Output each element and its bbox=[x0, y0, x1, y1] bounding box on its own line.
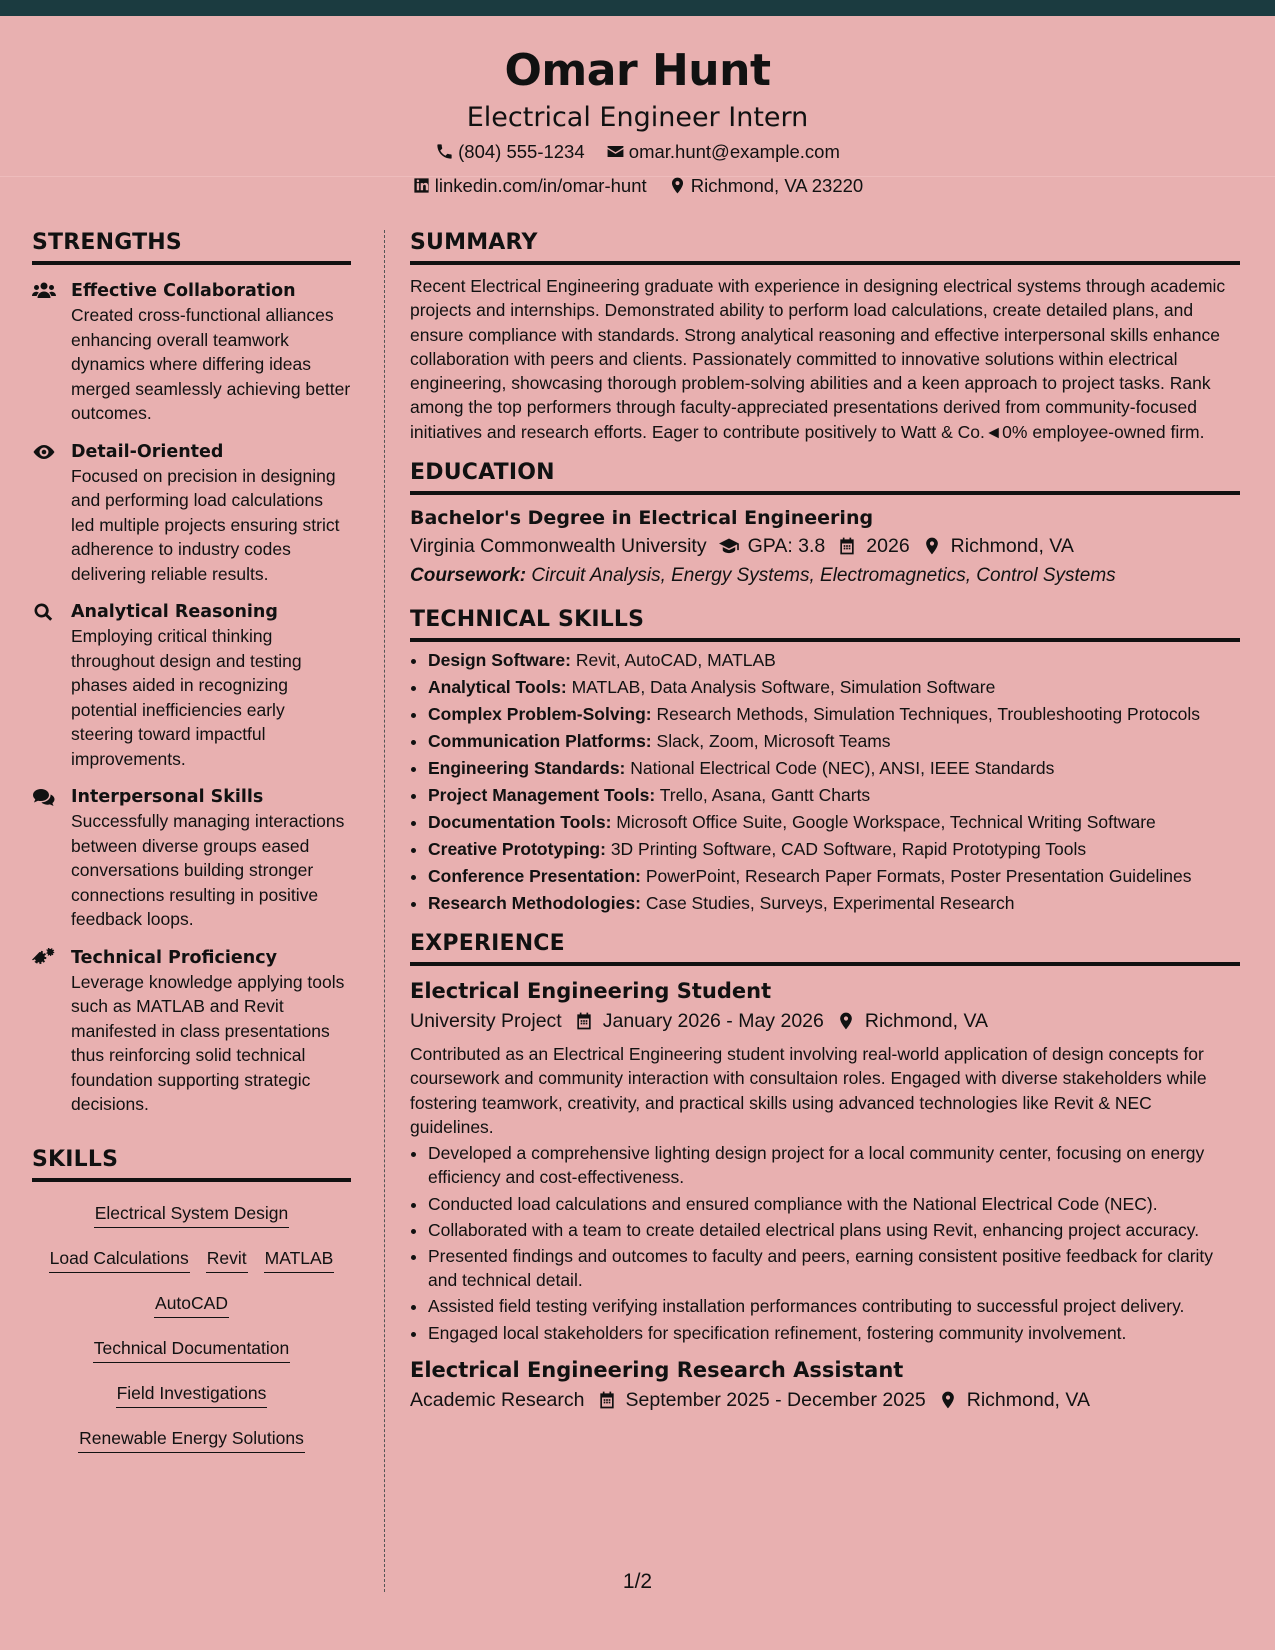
list-item bbox=[428, 810, 1240, 834]
list-item: • Assisted field testing verifying installation performances contributing to successful project delivery. bbox=[428, 1294, 1240, 1318]
list-item bbox=[428, 702, 1240, 726]
list-item bbox=[428, 729, 1240, 753]
coursework-label: Coursework: bbox=[410, 565, 527, 587]
strength-description: Successfully managing interactions between diverse groups eased conversations building stronger connections resulting in positive feedback loops. bbox=[71, 811, 345, 929]
top-accent-bar bbox=[0, 0, 1275, 16]
summary-text: Recent Electrical Engineering graduate with experience in designing electrical systems through academic projects and internships. Demonstrated ability to perform load calculations, create detailed plans, and ensure compliance with standards. Strong analytical reasoning and effective interpersonal skills enhance collaboration with peers and clients. Passionately committed to innovative solutions within electrical engineering, showcasing thorough problem-solving abilities and a keen approach to project tasks. Rank among the top performers through faculty-appreciated presentations derived from community-focused initiatives and research efforts. Eager to contribute positively to Watt & Co.◄0% employee-owned firm. bbox=[410, 276, 1226, 442]
skill-value: 3D Printing Software, CAD Software, Rapid Prototyping Tools bbox=[610, 839, 1087, 860]
skill-chip: MATLAB bbox=[264, 1246, 335, 1273]
strength-title: Detail-Oriented bbox=[71, 441, 224, 462]
list-item bbox=[428, 891, 1240, 915]
list-item bbox=[428, 837, 1240, 861]
job-bullets bbox=[410, 1141, 1240, 1345]
location-text: Richmond, VA 23220 bbox=[690, 175, 864, 196]
skill-label: Complex Problem-Solving: bbox=[428, 704, 652, 725]
job-meta bbox=[410, 1385, 1240, 1415]
skill-chip: Load Calculations bbox=[49, 1246, 190, 1273]
strength-item bbox=[32, 440, 351, 587]
skill-value: Research Methods, Simulation Techniques, Troubleshooting Protocols bbox=[656, 704, 1200, 725]
gpa: GPA: 3.8 bbox=[747, 535, 826, 558]
job-org: Academic Research bbox=[410, 1388, 585, 1411]
linkedin-icon bbox=[412, 176, 431, 195]
strength-title: Effective Collaboration bbox=[71, 281, 296, 301]
skill-value: MATLAB, Data Analysis Software, Simulation Software bbox=[571, 677, 996, 698]
phone-contact[interactable] bbox=[435, 136, 585, 167]
job-title: Electrical Engineering Student bbox=[410, 979, 772, 1004]
school-location: Richmond, VA bbox=[950, 535, 1074, 558]
list-item: • Developed a comprehensive lighting design project for a local community center, focusing on energy efficiency and cost-effectiveness. bbox=[428, 1141, 1240, 1189]
page-number: 1/2 bbox=[622, 1570, 653, 1593]
skill-row bbox=[32, 1192, 351, 1237]
linkedin-text: linkedin.com/in/omar-hunt bbox=[434, 175, 647, 196]
map-pin-icon bbox=[836, 1011, 856, 1031]
skill-chip: Technical Documentation bbox=[93, 1336, 291, 1363]
list-item: • Engaged local stakeholders for specification refinement, fostering community involvement. bbox=[428, 1321, 1240, 1345]
strength-title: Technical Proficiency bbox=[71, 947, 277, 968]
strengths-list bbox=[32, 279, 351, 1117]
email-text: omar.hunt@example.com bbox=[628, 141, 840, 162]
skill-label: Design Software: bbox=[428, 650, 571, 671]
education-heading: EDUCATION bbox=[410, 460, 1240, 495]
technical-skills-list bbox=[410, 648, 1240, 915]
resume-header bbox=[0, 16, 1275, 196]
calendar-icon bbox=[837, 536, 857, 556]
list-item bbox=[428, 783, 1240, 807]
skill-label: Research Methodologies: bbox=[428, 893, 641, 914]
skill-label: Engineering Standards: bbox=[428, 758, 626, 779]
strength-description: Focused on precision in designing and performing load calculations led multiple projects ensuring strict adherence to industry codes delivering reliable results. bbox=[71, 465, 340, 584]
strength-item bbox=[32, 785, 351, 932]
list-item bbox=[428, 648, 1240, 672]
envelope-icon bbox=[606, 142, 625, 161]
skill-value: National Electrical Code (NEC), ANSI, IEEE Standards bbox=[630, 758, 1055, 779]
education-meta bbox=[410, 531, 1240, 561]
coursework-list: Circuit Analysis, Energy Systems, Electromagnetics, Control Systems bbox=[531, 565, 1116, 587]
list-item: • Collaborated with a team to create detailed electrical plans using Revit, enhancing project accuracy. bbox=[428, 1218, 1240, 1242]
strength-description: Created cross-functional alliances enhancing overall teamwork dynamics where differing ideas merged seamlessly achieving better outcomes. bbox=[71, 305, 351, 423]
job-title: Electrical Engineering Research Assistant bbox=[410, 1357, 904, 1382]
strengths-heading: STRENGTHS bbox=[32, 230, 351, 265]
job-description: Contributed as an Electrical Engineering student involving real-world application of design concepts for coursework and community interaction with consultaion roles. Engaged with diverse stakeholders while fostering teamwork, creativity, and practical skills using advanced technologies like Revit & NEC guidelines. bbox=[410, 1044, 1207, 1137]
summary-section bbox=[410, 230, 1240, 444]
search-icon bbox=[32, 602, 56, 622]
location-contact bbox=[668, 170, 863, 201]
contact-line-1 bbox=[0, 136, 1275, 170]
education-section bbox=[410, 460, 1240, 591]
phone-text: (804) 555-1234 bbox=[458, 141, 585, 162]
job-org: University Project bbox=[410, 1010, 562, 1033]
skill-value: Slack, Zoom, Microsoft Teams bbox=[656, 731, 891, 752]
gears-icon bbox=[32, 948, 56, 968]
strength-item bbox=[32, 279, 351, 426]
graduation-cap-icon bbox=[719, 536, 739, 556]
skill-label: Project Management Tools: bbox=[428, 785, 656, 806]
linkedin-contact[interactable] bbox=[412, 170, 647, 201]
job-dates: January 2026 - May 2026 bbox=[602, 1010, 824, 1033]
skill-value: Trello, Asana, Gantt Charts bbox=[659, 785, 871, 806]
skill-chip: Renewable Energy Solutions bbox=[78, 1426, 305, 1453]
skill-chip: Revit bbox=[206, 1246, 248, 1273]
skill-value: Case Studies, Surveys, Experimental Research bbox=[645, 893, 1015, 914]
summary-heading: SUMMARY bbox=[410, 230, 1240, 265]
experience-heading: EXPERIENCE bbox=[410, 931, 1240, 966]
skill-row bbox=[32, 1282, 351, 1327]
skill-value: PowerPoint, Research Paper Formats, Poster Presentation Guidelines bbox=[645, 866, 1192, 887]
technical-skills-heading: TECHNICAL SKILLS bbox=[410, 607, 1240, 642]
strength-title: Analytical Reasoning bbox=[71, 602, 278, 622]
school-name: Virginia Commonwealth University bbox=[410, 535, 707, 558]
eye-icon bbox=[32, 442, 56, 462]
list-item: • Conducted load calculations and ensured compliance with the National Electrical Code (NEC). bbox=[428, 1192, 1240, 1216]
skill-value: Revit, AutoCAD, MATLAB bbox=[575, 650, 776, 671]
list-item bbox=[428, 756, 1240, 780]
map-pin-icon bbox=[938, 1390, 958, 1410]
list-item bbox=[428, 675, 1240, 699]
comments-icon bbox=[32, 787, 56, 807]
skill-value: Microsoft Office Suite, Google Workspace, Technical Writing Software bbox=[616, 812, 1156, 833]
calendar-icon bbox=[574, 1011, 594, 1031]
right-column bbox=[410, 230, 1240, 1415]
job-meta bbox=[410, 1006, 1240, 1036]
skill-label: Communication Platforms: bbox=[428, 731, 652, 752]
column-divider bbox=[384, 230, 385, 1592]
phone-icon bbox=[435, 142, 454, 161]
coursework bbox=[410, 561, 1240, 591]
skill-label: Conference Presentation: bbox=[428, 866, 641, 887]
job-dates: September 2025 - December 2025 bbox=[625, 1388, 926, 1411]
skill-label: Creative Prototyping: bbox=[428, 839, 606, 860]
map-pin-icon bbox=[668, 176, 687, 195]
skill-chip: Field Investigations bbox=[116, 1381, 268, 1408]
list-item bbox=[428, 864, 1240, 888]
skill-label: Documentation Tools: bbox=[428, 812, 612, 833]
graduation-year: 2026 bbox=[866, 535, 910, 558]
experience-section bbox=[410, 931, 1240, 1414]
strength-description: Employing critical thinking throughout design and testing phases aided in recognizing potential inefficiencies early steering toward impactful improvements. bbox=[71, 626, 302, 769]
calendar-icon bbox=[597, 1390, 617, 1410]
email-contact[interactable] bbox=[606, 136, 840, 167]
list-item: • Presented findings and outcomes to faculty and peers, earning consistent positive feedback for clarity and technical detail. bbox=[428, 1244, 1240, 1292]
technical-skills-section bbox=[410, 607, 1240, 915]
skill-row bbox=[32, 1372, 351, 1417]
strength-item bbox=[32, 946, 351, 1117]
skill-chip: Electrical System Design bbox=[94, 1201, 290, 1228]
skill-label: Analytical Tools: bbox=[428, 677, 567, 698]
skills-list bbox=[32, 1192, 351, 1462]
map-pin-icon bbox=[922, 536, 942, 556]
skills-heading: SKILLS bbox=[32, 1147, 351, 1182]
strength-title: Interpersonal Skills bbox=[71, 787, 264, 807]
left-column bbox=[32, 230, 351, 1462]
strength-description: Leverage knowledge applying tools such as MATLAB and Revit manifested in class presentations thus reinforcing solid technical foundation supporting strategic decisions. bbox=[71, 971, 345, 1114]
job-location: Richmond, VA bbox=[864, 1010, 989, 1033]
strength-item bbox=[32, 600, 351, 771]
candidate-title: Electrical Engineer Intern bbox=[466, 102, 809, 133]
job-location: Richmond, VA bbox=[966, 1388, 1090, 1411]
skill-row bbox=[32, 1417, 351, 1462]
skill-row bbox=[32, 1237, 351, 1282]
skill-row bbox=[32, 1327, 351, 1372]
skills-section bbox=[32, 1147, 351, 1462]
candidate-name: Omar Hunt bbox=[504, 45, 771, 96]
degree-title: Bachelor's Degree in Electrical Engineering bbox=[410, 507, 874, 530]
users-icon bbox=[32, 281, 56, 301]
skill-chip: AutoCAD bbox=[154, 1291, 229, 1318]
